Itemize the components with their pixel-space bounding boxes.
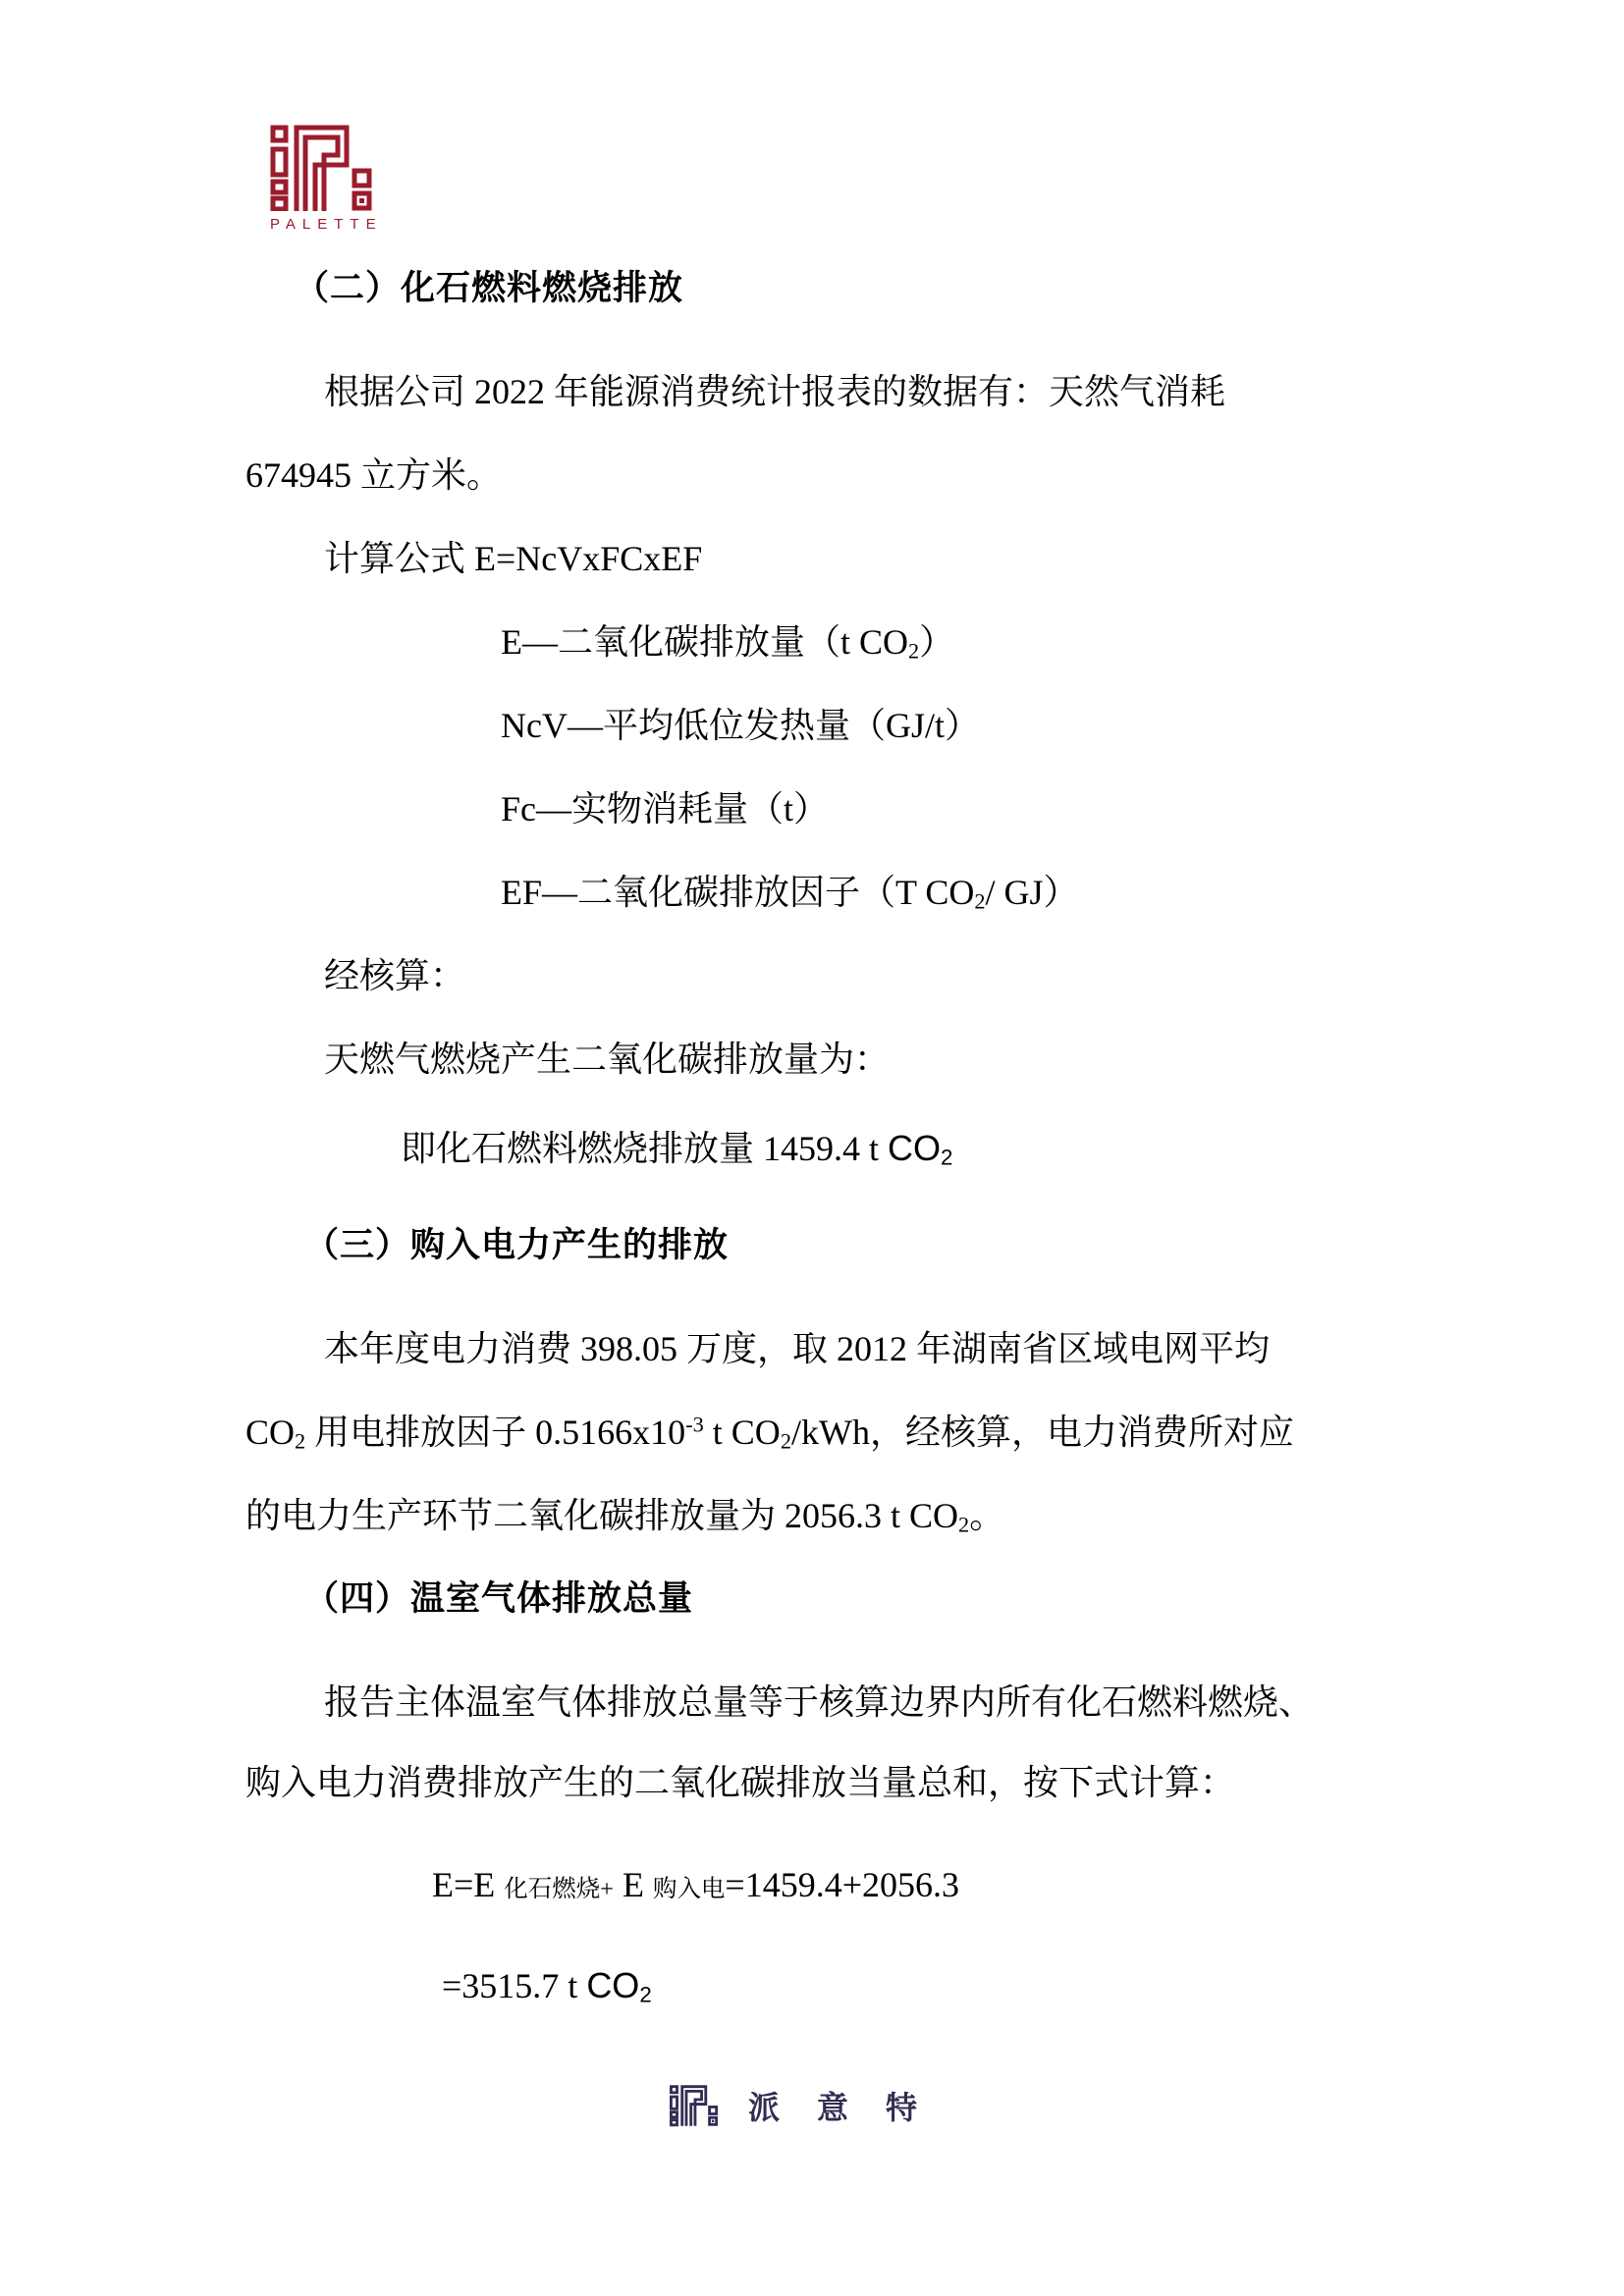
palette-logo-icon [270,125,374,211]
fossil-result-value: 即化石燃料燃烧排放量 1459.4 t $CO_2$ [401,1128,953,1170]
total-formula-line1: E=E 化石燃烧+ E 购入电=1459.4+2056.3 [432,1865,959,1904]
gas-result-intro: 天燃气燃烧产生二氧化碳排放量为： [324,1040,891,1079]
after-accounting-label: 经核算： [324,956,466,995]
formula-intro: 计算公式 E=NcVxFCxEF [324,539,703,578]
definition-E: E—二氧化碳排放量（t $CO_2$） [501,622,955,664]
section-heading-total-ghg: （四）温室气体排放总量 [304,1579,694,1618]
total-formula-line2: =3515.7 t $CO_2$ [442,1965,652,2007]
total-para-line2: 购入电力消费排放产生的二氧化碳排放当量总和，按下式计算： [245,1763,1236,1802]
definition-NcV: NcV—平均低位发热量（GJ/t） [501,706,980,745]
header-brand-logo [270,125,407,233]
power-para-line3: 的电力生产环节二氧化碳排放量为 2056.3 t $CO_2$。 [245,1496,1005,1537]
para-energy-data-line1: 根据公司 2022 年能源消费统计报表的数据有：天然气消耗 [324,372,1226,411]
power-para-line1: 本年度电力消费 398.05 万度，取 2012 年湖南省区域电网平均 [324,1329,1271,1368]
definition-Fc: Fc—实物消耗量（t） [501,789,830,828]
paiyite-logo-icon [670,2084,719,2127]
section-heading-fossil-fuel: （二）化石燃料燃烧排放 [295,269,684,307]
power-para-line2: $CO_2$ 用电排放因子 $0.5166x10^{-3}$ t $CO_2$/kWh，经核算，电力消费所对应 [245,1412,1294,1454]
para-energy-data-line2: 674945 立方米。 [245,455,503,495]
header-brand-wordmark: PALETTE [270,216,383,233]
footer-brand [0,2083,1624,2128]
definition-EF: EF—二氧化碳排放因子（T $CO_2/$ GJ） [501,873,1079,914]
section-heading-purchased-power: （三）购入电力产生的排放 [304,1226,730,1264]
footer-brand-wordmark: 派意特 [747,2090,954,2125]
total-para-line1: 报告主体温室气体排放总量等于核算边界内所有化石燃料燃烧、 [324,1682,1315,1722]
